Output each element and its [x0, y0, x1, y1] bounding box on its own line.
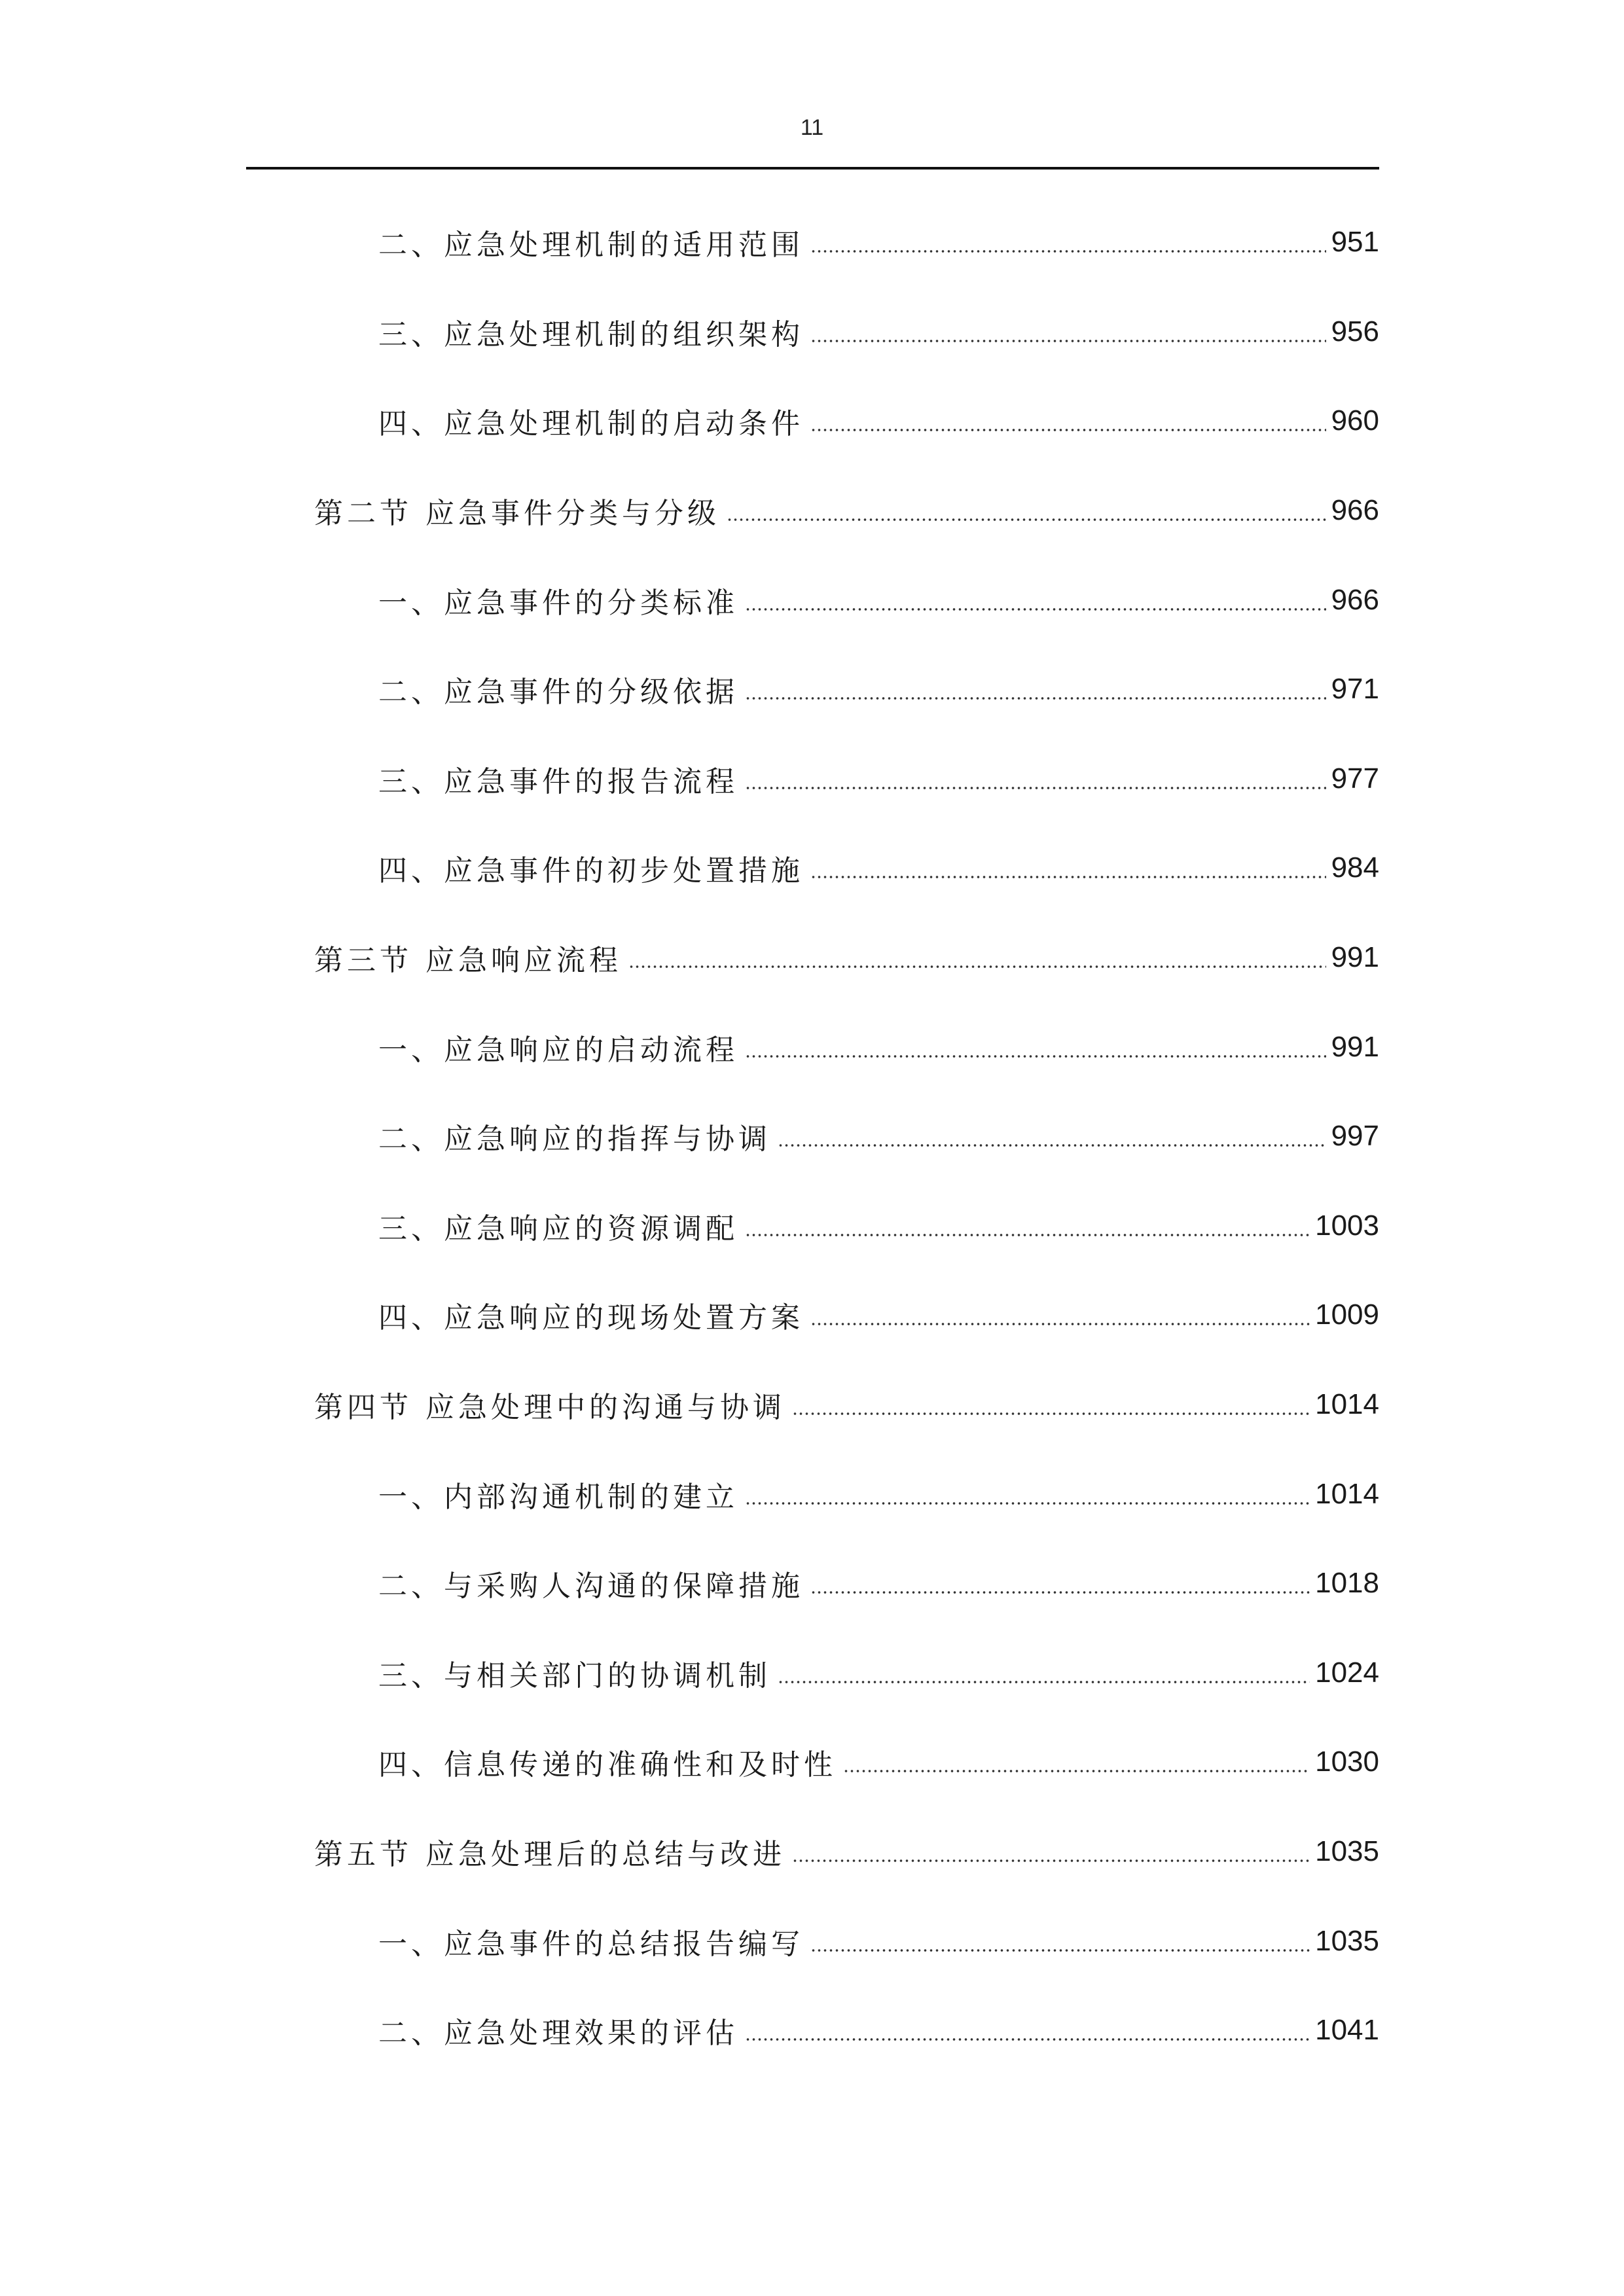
toc-entry-page: 1024	[1315, 1656, 1379, 1689]
toc-entry-page: 1030	[1315, 1746, 1379, 1778]
toc-dot-leader	[810, 1949, 1310, 1952]
toc-entry[interactable]	[0, 823, 1624, 913]
toc-dot-leader	[745, 2038, 1310, 2041]
header-rule	[246, 167, 1379, 170]
toc-section-entry[interactable]	[0, 1807, 1624, 1897]
toc-entry-page: 1035	[1315, 1835, 1379, 1867]
toc-dot-leader	[792, 1859, 1310, 1862]
toc-entry-title: 一、内部沟通机制的建立	[378, 1480, 738, 1514]
toc-entry-page: 977	[1331, 762, 1379, 795]
toc-entry-title: 第二节 应急事件分类与分级	[314, 497, 720, 531]
toc-dot-leader	[628, 965, 1326, 968]
toc-entry-title: 三、应急事件的报告流程	[378, 764, 738, 798]
toc-entry-title: 二、应急事件的分级依据	[378, 675, 738, 709]
table-of-contents	[0, 198, 1624, 2075]
toc-entry-page: 1014	[1315, 1388, 1379, 1421]
toc-entry-page: 1035	[1315, 1924, 1379, 1957]
toc-entry-title: 三、与相关部门的协调机制	[378, 1659, 771, 1693]
toc-entry-page: 971	[1331, 673, 1379, 706]
toc-entry-page: 991	[1331, 1030, 1379, 1063]
toc-dot-leader	[745, 1234, 1310, 1236]
toc-dot-leader	[810, 1323, 1310, 1325]
toc-entry-title: 三、应急响应的资源调配	[378, 1211, 738, 1246]
toc-dot-leader	[778, 1144, 1326, 1147]
toc-entry-title: 第五节 应急处理后的总结与改进	[314, 1837, 785, 1871]
toc-entry-page: 966	[1331, 494, 1379, 527]
toc-entry-title: 第四节 应急处理中的沟通与协调	[314, 1391, 785, 1425]
toc-entry[interactable]	[0, 555, 1624, 645]
toc-entry-page: 1014	[1315, 1477, 1379, 1510]
toc-dot-leader	[745, 1055, 1326, 1058]
toc-section-entry[interactable]	[0, 1360, 1624, 1450]
toc-entry-title: 一、应急事件的分类标准	[378, 586, 738, 620]
toc-entry-title: 二、应急处理效果的评估	[378, 2017, 738, 2051]
toc-entry-title: 三、应急处理机制的组织架构	[378, 317, 804, 351]
toc-entry[interactable]	[0, 1181, 1624, 1271]
toc-entry[interactable]	[0, 1270, 1624, 1360]
toc-dot-leader	[810, 876, 1326, 878]
toc-entry[interactable]	[0, 645, 1624, 734]
toc-dot-leader	[745, 608, 1326, 611]
toc-dot-leader	[727, 518, 1326, 521]
toc-entry-page: 984	[1331, 852, 1379, 884]
toc-dot-leader	[745, 787, 1326, 789]
toc-entry-page: 1041	[1315, 2014, 1379, 2047]
toc-entry[interactable]	[0, 198, 1624, 287]
toc-entry[interactable]	[0, 1717, 1624, 1807]
toc-entry-page: 1018	[1315, 1567, 1379, 1600]
toc-entry[interactable]	[0, 734, 1624, 824]
toc-entry-page: 951	[1331, 226, 1379, 259]
toc-entry-title: 四、应急事件的初步处置措施	[378, 854, 804, 888]
toc-dot-leader	[745, 697, 1326, 700]
toc-entry-page: 991	[1331, 941, 1379, 974]
toc-dot-leader	[810, 429, 1326, 431]
toc-entry-title: 一、应急事件的总结报告编写	[378, 1927, 804, 1961]
toc-entry-page: 956	[1331, 315, 1379, 348]
toc-entry[interactable]	[0, 287, 1624, 377]
toc-entry-title: 四、应急处理机制的启动条件	[378, 407, 804, 441]
toc-dot-leader	[745, 1502, 1310, 1505]
toc-entry-page: 1003	[1315, 1209, 1379, 1242]
toc-dot-leader	[792, 1412, 1310, 1415]
toc-dot-leader	[778, 1681, 1310, 1683]
toc-entry-title: 二、应急处理机制的适用范围	[378, 228, 804, 262]
toc-entry-page: 966	[1331, 583, 1379, 616]
toc-entry[interactable]	[0, 1002, 1624, 1092]
toc-entry[interactable]	[0, 1449, 1624, 1539]
toc-entry-page: 997	[1331, 1120, 1379, 1153]
toc-entry-title: 第三节 应急响应流程	[314, 944, 622, 978]
toc-entry[interactable]	[0, 1539, 1624, 1628]
toc-section-entry[interactable]	[0, 466, 1624, 556]
toc-entry-title: 二、与采购人沟通的保障措施	[378, 1570, 804, 1604]
toc-entry[interactable]	[0, 1628, 1624, 1718]
toc-entry-title: 二、应急响应的指挥与协调	[378, 1122, 771, 1157]
toc-entry[interactable]	[0, 1896, 1624, 1986]
toc-entry-title: 四、信息传递的准确性和及时性	[378, 1748, 837, 1782]
toc-entry[interactable]	[0, 376, 1624, 466]
toc-dot-leader	[843, 1770, 1310, 1772]
page-number: 11	[800, 115, 824, 140]
toc-dot-leader	[810, 340, 1326, 342]
toc-entry-page: 960	[1331, 404, 1379, 437]
toc-entry-page: 1009	[1315, 1299, 1379, 1331]
toc-dot-leader	[810, 1591, 1310, 1594]
toc-entry[interactable]	[0, 1092, 1624, 1181]
toc-entry-title: 四、应急响应的现场处置方案	[378, 1301, 804, 1335]
toc-dot-leader	[810, 250, 1326, 253]
toc-entry-title: 一、应急响应的启动流程	[378, 1033, 738, 1067]
toc-entry[interactable]	[0, 1986, 1624, 2075]
toc-section-entry[interactable]	[0, 913, 1624, 1003]
